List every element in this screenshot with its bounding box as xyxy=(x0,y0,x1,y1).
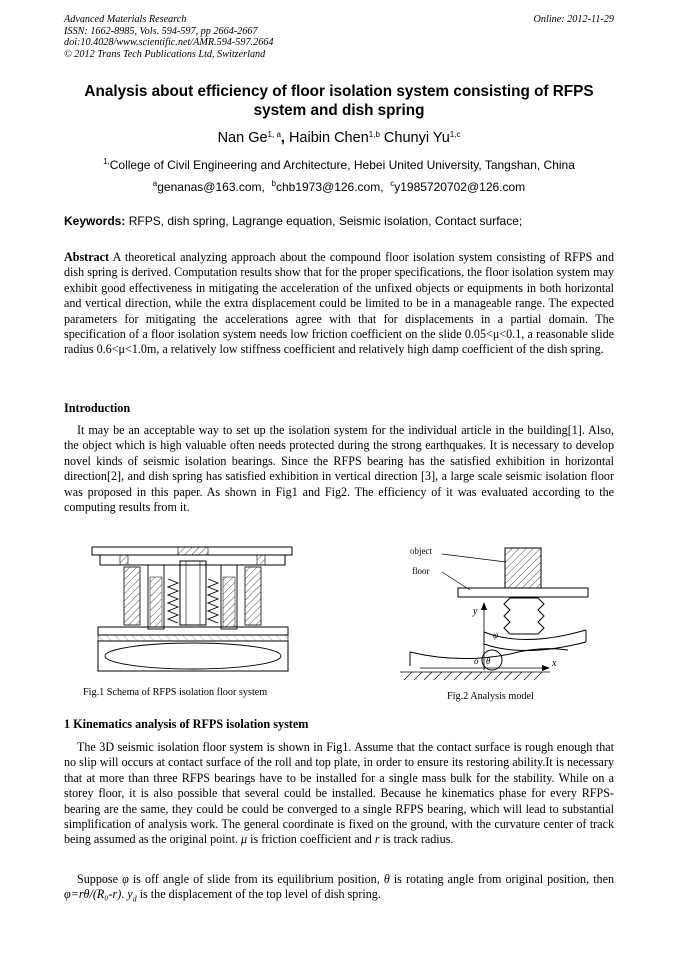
affiliation-sup: 1, xyxy=(103,157,110,166)
section1-p2-c: is rotating angle from original position, then xyxy=(389,872,615,886)
introduction-text: It may be an acceptable way to set up the isolation system for the individual article in the building[1]. Also, the object which is high valuable often needs protected during the strong earthquakes. It is necessary to develop novel kinds of seismic isolation bearings. Since the RFPS bearing has the satisfied exhibition in horizontal direction[2], and dish spring has satisfied exhibition in vertical direction [3], a large scale seismic isolation floor was proposed in this paper. As shown in Fig1 and Fig2. The efficiency of it was evaluated according to the computing results from it. xyxy=(64,423,614,515)
keywords-text: RFPS, dish spring, Lagrange equation, Seismic isolation, Contact surface; xyxy=(128,214,523,228)
author-sup: 1, a xyxy=(267,130,281,139)
journal-name: Advanced Materials Research xyxy=(64,14,187,25)
journal-header xyxy=(64,14,273,60)
introduction-heading: Introduction xyxy=(64,401,131,415)
author-name: Haibin Chen xyxy=(288,130,369,146)
abstract xyxy=(64,250,614,358)
fig2-analysis-model xyxy=(400,540,590,685)
fig2-label-y: y xyxy=(473,606,478,617)
section1-equation: φ=rθ/(R₀-r) xyxy=(64,887,122,902)
fig2-label-phi: φ xyxy=(493,630,498,640)
section1-p2-e: is the displacement of the top level of dish spring. xyxy=(136,887,381,902)
abstract-label: Abstract xyxy=(64,250,110,264)
fig2-label-object: object xyxy=(410,546,432,556)
author-list xyxy=(64,130,614,146)
section1-mu: μ xyxy=(241,832,248,847)
email-sup: a xyxy=(152,179,158,188)
affiliation-text: College of Civil Engineering and Architecture, Hebei United University, Tangshan, China xyxy=(109,158,575,172)
section1-theta: θ xyxy=(383,872,390,886)
section1-yd-sub: d xyxy=(132,894,137,904)
fig2-label-x: x xyxy=(552,658,557,669)
section1-p2-b: is off angle of slide from its equilibrium position, xyxy=(128,872,384,886)
section1-p1-text: The 3D seismic isolation floor system is shown in Fig1. Assume that the contact surface is rough enough that no slip will occurs at contact surface of the roll and top plate, in order to ensure its restoring ability.It is necessary that at more than three RFPS bearings have to be installed for a single mass bulk for the stability. While on a storey floor, it is also possible that several could be installed. Because he kinematics phase for every RFPS-bearing are the same, they could be could be converged to a single RFPS bearing, which will lead to substantial simplification of analysis work. The general coordinate is fixed on the ground, with the curvature center of track being assumed as the original point. xyxy=(64,740,614,847)
section1-paragraph-1 xyxy=(64,740,614,848)
issn-line: ISSN: 1662-8985, Vols. 594-597, pp 2664-2667 xyxy=(64,25,258,37)
paper-title: Analysis about efficiency of floor isolation system consisting of RFPS system and dish spring xyxy=(84,83,594,119)
section1-p1-tail-b: is track radius. xyxy=(379,832,454,847)
doi-line: doi:10.4028/www.scientific.net/AMR.594-597.2664 xyxy=(64,37,274,48)
author-sup: 1,c xyxy=(449,130,461,139)
email-list xyxy=(64,180,614,194)
author-name: Nan Ge xyxy=(217,130,268,146)
section1-p1-tail-a: is friction coefficient and xyxy=(247,832,375,847)
online-date: Online: 2012-11-29 xyxy=(533,14,614,25)
section1-p2-d: . xyxy=(121,887,128,902)
affiliation xyxy=(64,158,614,172)
fig1-schema-drawing xyxy=(90,543,295,680)
section1-heading: 1 Kinematics analysis of RFPS isolation system xyxy=(64,717,309,731)
keywords xyxy=(64,214,614,228)
fig2-label-o: o xyxy=(474,656,479,666)
abstract-text: A theoretical analyzing approach about the compound floor isolation system consisting of RFPS and dish spring is derived. Computation results show that for the proper specifications, the floor isolation system may exhibit good effectiveness in mitigating the acceleration of the unfixed objects or equipments in both horizontal and vertical direction, while the extra displacement could be limited to be in a manageable range. The expected parameters for mitigating the accelerations agree with that for displacements in a partial domain. The specification of a floor isolation system needs low friction coefficient on the slide 0.05<μ<0.1, a reasonable slide radius 0.6<μ<1.0m, a relatively low stiffness coefficient and relatively high damp coefficient of the dish spring. xyxy=(64,250,614,357)
fig1-caption: Fig.1 Schema of RFPS isolation floor system xyxy=(83,687,268,698)
section1-paragraph-2 xyxy=(64,872,614,907)
email-link[interactable]: y1985720702@126.com xyxy=(394,180,526,194)
fig2-caption: Fig.2 Analysis model xyxy=(447,691,534,702)
author-sup: 1,b xyxy=(368,130,380,139)
fig2-label-theta: θ xyxy=(486,656,491,666)
author-sep: , xyxy=(280,130,289,146)
email-sup: b xyxy=(271,179,276,188)
email-link[interactable]: genanas@163.com, xyxy=(157,180,265,194)
author-name: Chunyi Yu xyxy=(383,130,450,146)
section1-r: r xyxy=(374,832,380,847)
keywords-label: Keywords: xyxy=(64,214,126,228)
copyright-line: © 2012 Trans Tech Publications Ltd, Switzerland xyxy=(64,48,266,60)
email-link[interactable]: chb1973@126.com, xyxy=(275,180,384,194)
section1-yd: y xyxy=(127,887,133,902)
email-sup: c xyxy=(390,179,395,188)
fig2-label-floor: floor xyxy=(412,566,430,576)
section1-p2-a: Suppose xyxy=(77,872,123,886)
section1-phi: φ xyxy=(122,872,129,886)
